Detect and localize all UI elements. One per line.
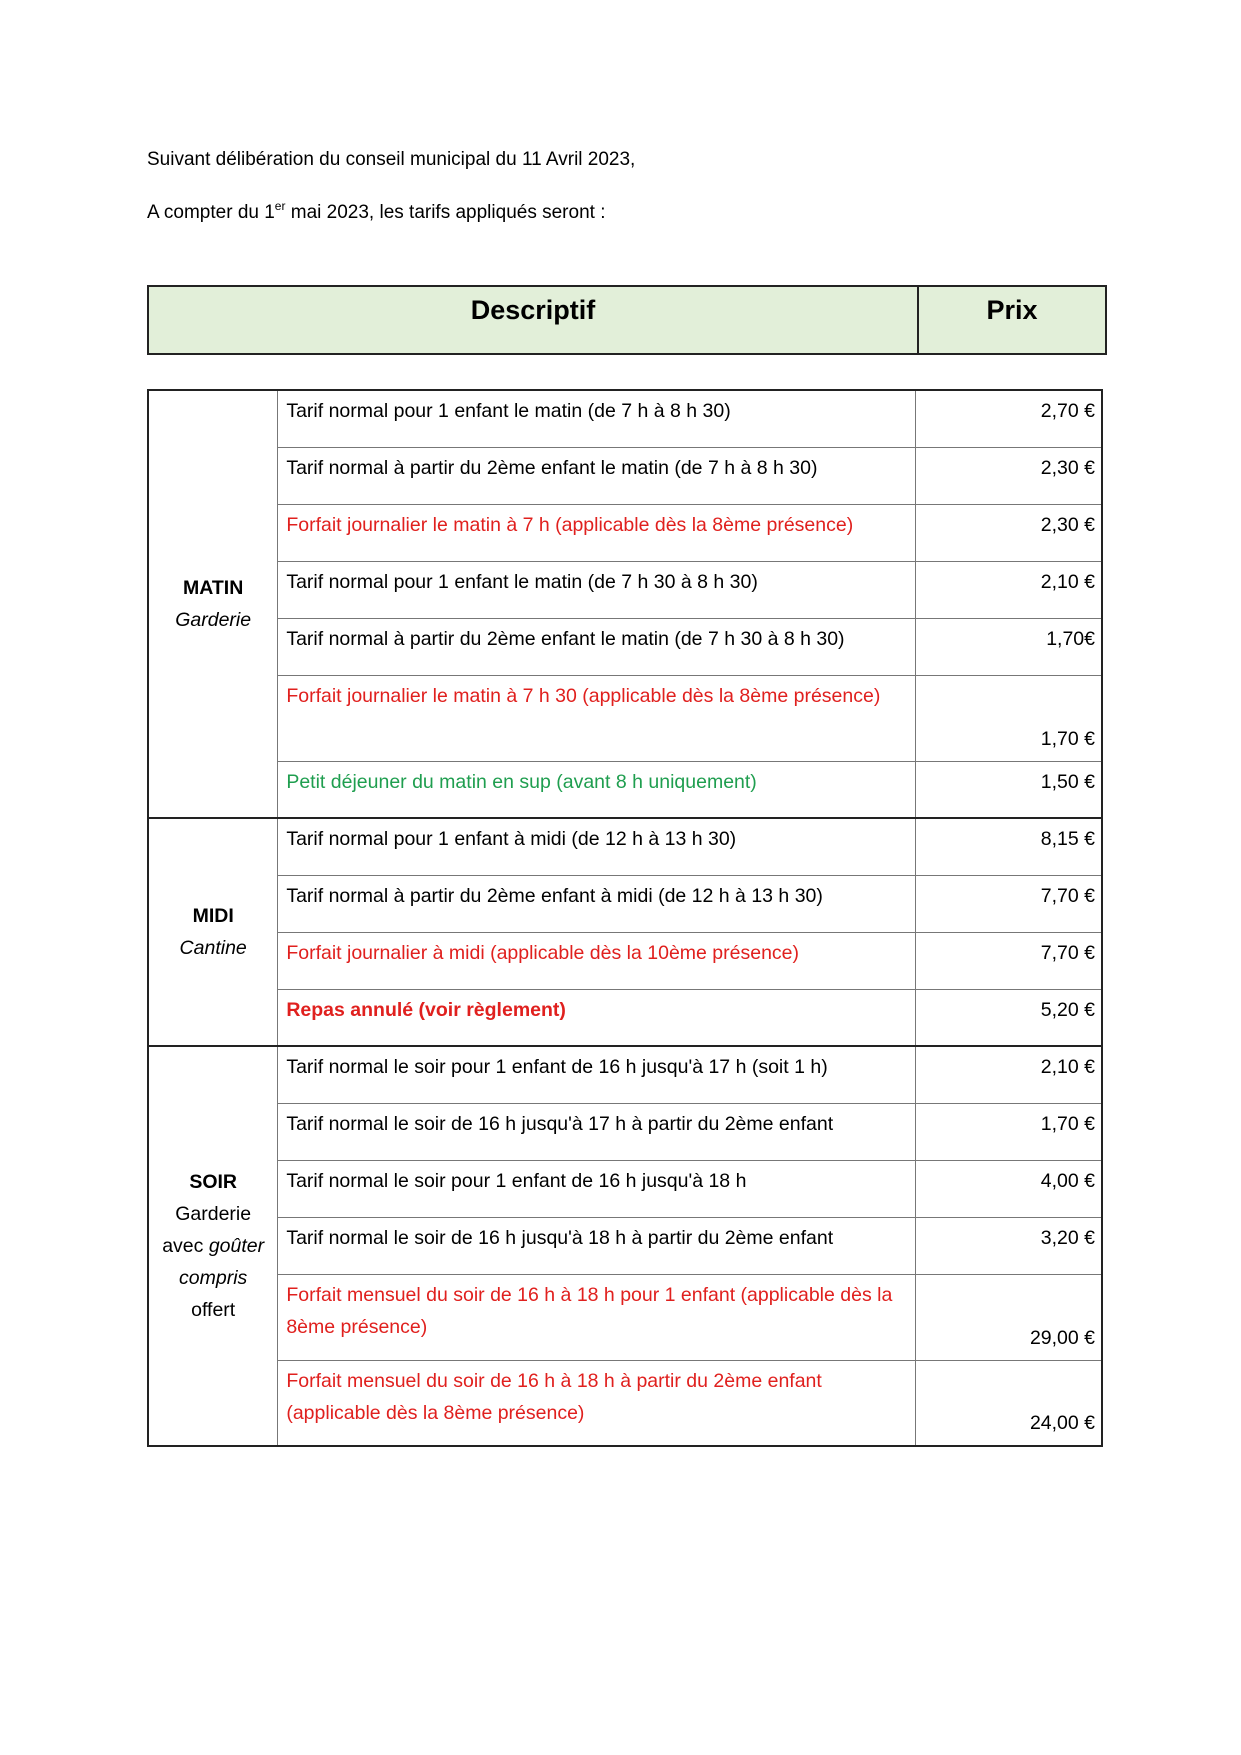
row-description: Tarif normal le soir de 16 h jusqu'à 17 h à partir du 2ème enfant xyxy=(278,1103,916,1160)
row-description: Repas annulé (voir règlement) xyxy=(278,989,916,1046)
row-price: 2,10 € xyxy=(915,1046,1102,1103)
row-description: Forfait journalier à midi (applicable dès la 10ème présence) xyxy=(278,932,916,989)
intro-line-2 xyxy=(147,201,605,225)
header-prix-label: Prix xyxy=(986,295,1038,325)
category-title: MIDI xyxy=(192,905,234,927)
row-description: Tarif normal le soir de 16 h jusqu'à 18 h à partir du 2ème enfant xyxy=(278,1217,916,1274)
category-subtitle-avec: avec xyxy=(162,1235,209,1257)
intro-line-2-start: A compter du 1 xyxy=(147,202,275,223)
row-description: Tarif normal le soir pour 1 enfant de 16 h jusqu'à 18 h xyxy=(278,1160,916,1217)
row-description: Tarif normal à partir du 2ème enfant le matin (de 7 h à 8 h 30) xyxy=(278,447,916,504)
table-row xyxy=(148,875,1102,932)
row-description: Tarif normal pour 1 enfant le matin (de 7 h 30 à 8 h 30) xyxy=(278,561,916,618)
category-subtitle-line-2 xyxy=(149,1230,277,1262)
row-price: 7,70 € xyxy=(915,875,1102,932)
table-row xyxy=(148,761,1102,818)
row-description: Forfait mensuel du soir de 16 h à 18 h pour 1 enfant (applicable dès la 8ème présence) xyxy=(278,1274,916,1360)
row-description: Tarif normal à partir du 2ème enfant à midi (de 12 h à 13 h 30) xyxy=(278,875,916,932)
table-row xyxy=(148,618,1102,675)
table-row xyxy=(148,1360,1102,1446)
header-prix xyxy=(918,286,1106,354)
table-row xyxy=(148,818,1102,875)
row-description: Tarif normal à partir du 2ème enfant le matin (de 7 h 30 à 8 h 30) xyxy=(278,618,916,675)
row-price: 2,70 € xyxy=(915,390,1102,447)
table-row xyxy=(148,1217,1102,1274)
table-row xyxy=(148,1046,1102,1103)
row-description: Petit déjeuner du matin en sup (avant 8 h uniquement) xyxy=(278,761,916,818)
row-description: Tarif normal pour 1 enfant à midi (de 12 h à 13 h 30) xyxy=(278,818,916,875)
table-row xyxy=(148,1160,1102,1217)
row-price: 5,20 € xyxy=(915,989,1102,1046)
category-subtitle: Garderie xyxy=(175,1203,252,1225)
table-row xyxy=(148,675,1102,761)
intro-line-2-superscript: er xyxy=(274,199,286,213)
row-price: 1,70€ xyxy=(915,618,1102,675)
row-price: 2,30 € xyxy=(915,504,1102,561)
header-descriptif-label: Descriptif xyxy=(470,295,596,325)
row-price: 2,10 € xyxy=(915,561,1102,618)
table-row xyxy=(148,932,1102,989)
header-table xyxy=(147,285,1107,355)
row-price: 2,30 € xyxy=(915,447,1102,504)
category-subtitle: Garderie xyxy=(175,609,252,631)
category-subtitle-offert: offert xyxy=(191,1299,236,1321)
header-descriptif xyxy=(148,286,918,354)
table-row xyxy=(148,447,1102,504)
row-price: 29,00 € xyxy=(915,1274,1102,1360)
category-midi xyxy=(148,818,278,1046)
row-price: 1,50 € xyxy=(915,761,1102,818)
row-description: Forfait journalier le matin à 7 h 30 (applicable dès la 8ème présence) xyxy=(278,675,916,761)
row-description: Forfait mensuel du soir de 16 h à 18 h à partir du 2ème enfant (applicable dès la 8ème présence) xyxy=(278,1360,916,1446)
table-row xyxy=(148,390,1102,447)
category-title: MATIN xyxy=(183,577,244,599)
row-description: Tarif normal le soir pour 1 enfant de 16 h jusqu'à 17 h (soit 1 h) xyxy=(278,1046,916,1103)
row-price: 24,00 € xyxy=(915,1360,1102,1446)
tariff-table xyxy=(147,389,1103,1447)
intro-line-2-end: mai 2023, les tarifs appliqués seront : xyxy=(285,202,606,223)
table-row xyxy=(148,1274,1102,1360)
row-price: 7,70 € xyxy=(915,932,1102,989)
intro-line-1: Suivant délibération du conseil municipal du 11 Avril 2023, xyxy=(147,149,636,170)
category-subtitle-gouter: goûter xyxy=(208,1235,265,1257)
category-soir xyxy=(148,1046,278,1446)
table-row xyxy=(148,1103,1102,1160)
row-price: 1,70 € xyxy=(915,675,1102,761)
header-row xyxy=(148,286,1106,354)
row-description: Forfait journalier le matin à 7 h (applicable dès la 8ème présence) xyxy=(278,504,916,561)
category-subtitle: Cantine xyxy=(179,937,247,959)
category-subtitle-compris: compris xyxy=(179,1267,248,1289)
row-description: Tarif normal pour 1 enfant le matin (de 7 h à 8 h 30) xyxy=(278,390,916,447)
row-price: 4,00 € xyxy=(915,1160,1102,1217)
row-price: 1,70 € xyxy=(915,1103,1102,1160)
row-price: 8,15 € xyxy=(915,818,1102,875)
table-row xyxy=(148,504,1102,561)
table-row xyxy=(148,561,1102,618)
table-row xyxy=(148,989,1102,1046)
category-matin xyxy=(148,390,278,818)
row-price: 3,20 € xyxy=(915,1217,1102,1274)
category-title: SOIR xyxy=(189,1171,237,1193)
